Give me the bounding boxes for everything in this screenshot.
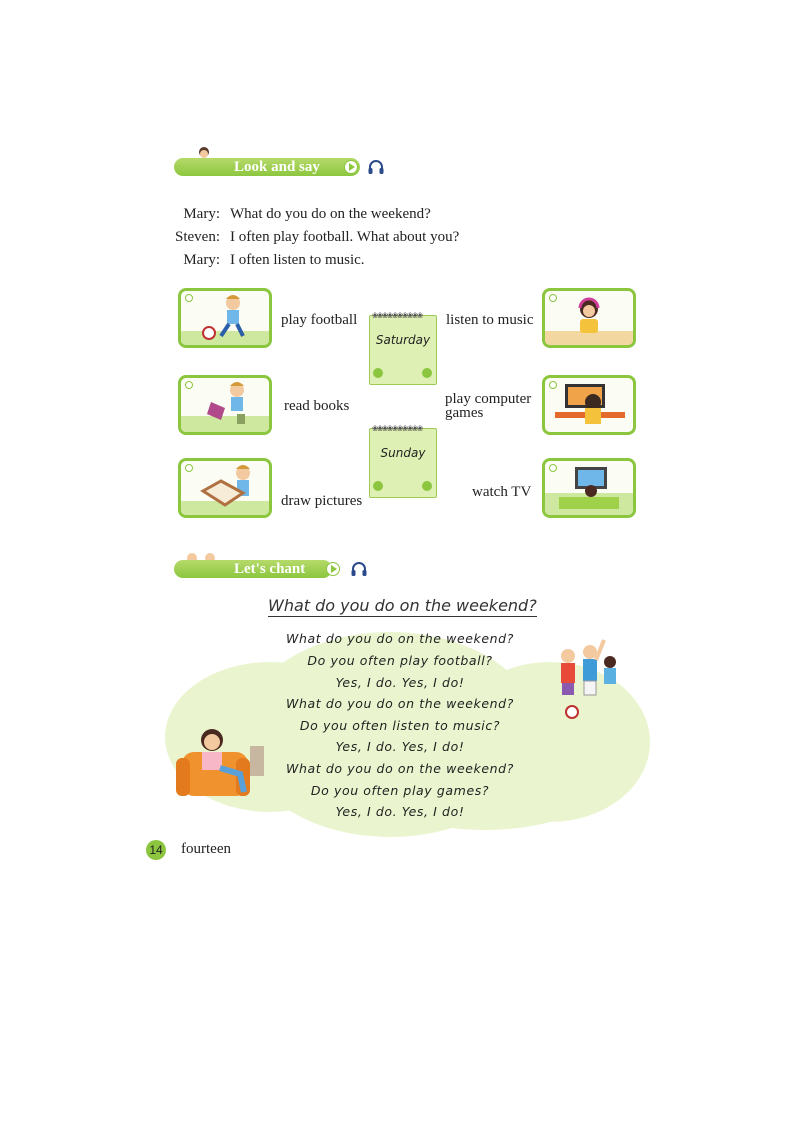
- headphones-icon[interactable]: [350, 560, 368, 583]
- speech-text: I often play football. What about you?: [230, 229, 460, 245]
- page-number-word: fourteen: [181, 841, 231, 857]
- watch-tv-picture: [542, 458, 636, 518]
- speaker-name: Mary:: [183, 252, 220, 268]
- chant-line: What do you do on the weekend?: [286, 631, 514, 646]
- play-computer-games-picture: [542, 375, 636, 435]
- spiral-rings-icon: ❀❀❀❀❀❀❀❀❀❀: [372, 423, 423, 433]
- play-icon[interactable]: [326, 562, 340, 576]
- draw-pictures-picture: [178, 458, 272, 518]
- chant-line: Do you often play football?: [307, 653, 493, 668]
- day-label: Saturday: [375, 333, 431, 347]
- chant-line: Do you often listen to music?: [299, 718, 501, 733]
- saturday-notepad: [369, 310, 437, 385]
- chant-line: Yes, I do. Yes, I do!: [335, 804, 465, 819]
- activity-label: listen to music: [446, 312, 534, 328]
- speaker-name: Mary:: [183, 206, 220, 222]
- play-icon[interactable]: [344, 160, 358, 174]
- activity-label: play computer: [445, 391, 532, 407]
- chant-line: What do you do on the weekend?: [286, 696, 514, 711]
- section-title: Let's chant: [234, 561, 306, 577]
- activity-label: games: [445, 405, 484, 421]
- activity-label: play football: [281, 312, 358, 328]
- speech-text: I often listen to music.: [230, 252, 365, 268]
- activity-label: draw pictures: [281, 493, 363, 509]
- lets-chant-banner: [174, 556, 394, 582]
- chant-line: Yes, I do. Yes, I do!: [335, 739, 465, 754]
- sunday-notepad: [369, 423, 437, 498]
- leaf-icon: [422, 368, 432, 378]
- play-football-picture: [178, 288, 272, 348]
- read-books-picture: [178, 375, 272, 435]
- page-number: 14: [146, 840, 166, 860]
- day-label: Sunday: [380, 446, 426, 460]
- chant-title: What do you do on the weekend?: [268, 596, 537, 615]
- leaf-icon: [373, 481, 383, 491]
- headphones-icon[interactable]: [367, 158, 385, 181]
- activity-label: watch TV: [472, 484, 532, 500]
- speech-text: What do you do on the weekend?: [230, 206, 431, 222]
- children-playing-illustration: [554, 632, 624, 725]
- speaker-name: Steven:: [175, 229, 220, 245]
- look-and-say-banner: [174, 154, 394, 180]
- listen-to-music-picture: [542, 288, 636, 348]
- spiral-rings-icon: ❀❀❀❀❀❀❀❀❀❀: [372, 310, 423, 320]
- chant-line: Yes, I do. Yes, I do!: [335, 675, 465, 690]
- activity-label: read books: [284, 398, 350, 414]
- leaf-icon: [422, 481, 432, 491]
- leaf-icon: [373, 368, 383, 378]
- chant-line: Do you often play games?: [310, 783, 490, 798]
- chant-line: What do you do on the weekend?: [286, 761, 514, 776]
- section-title: Look and say: [234, 159, 320, 175]
